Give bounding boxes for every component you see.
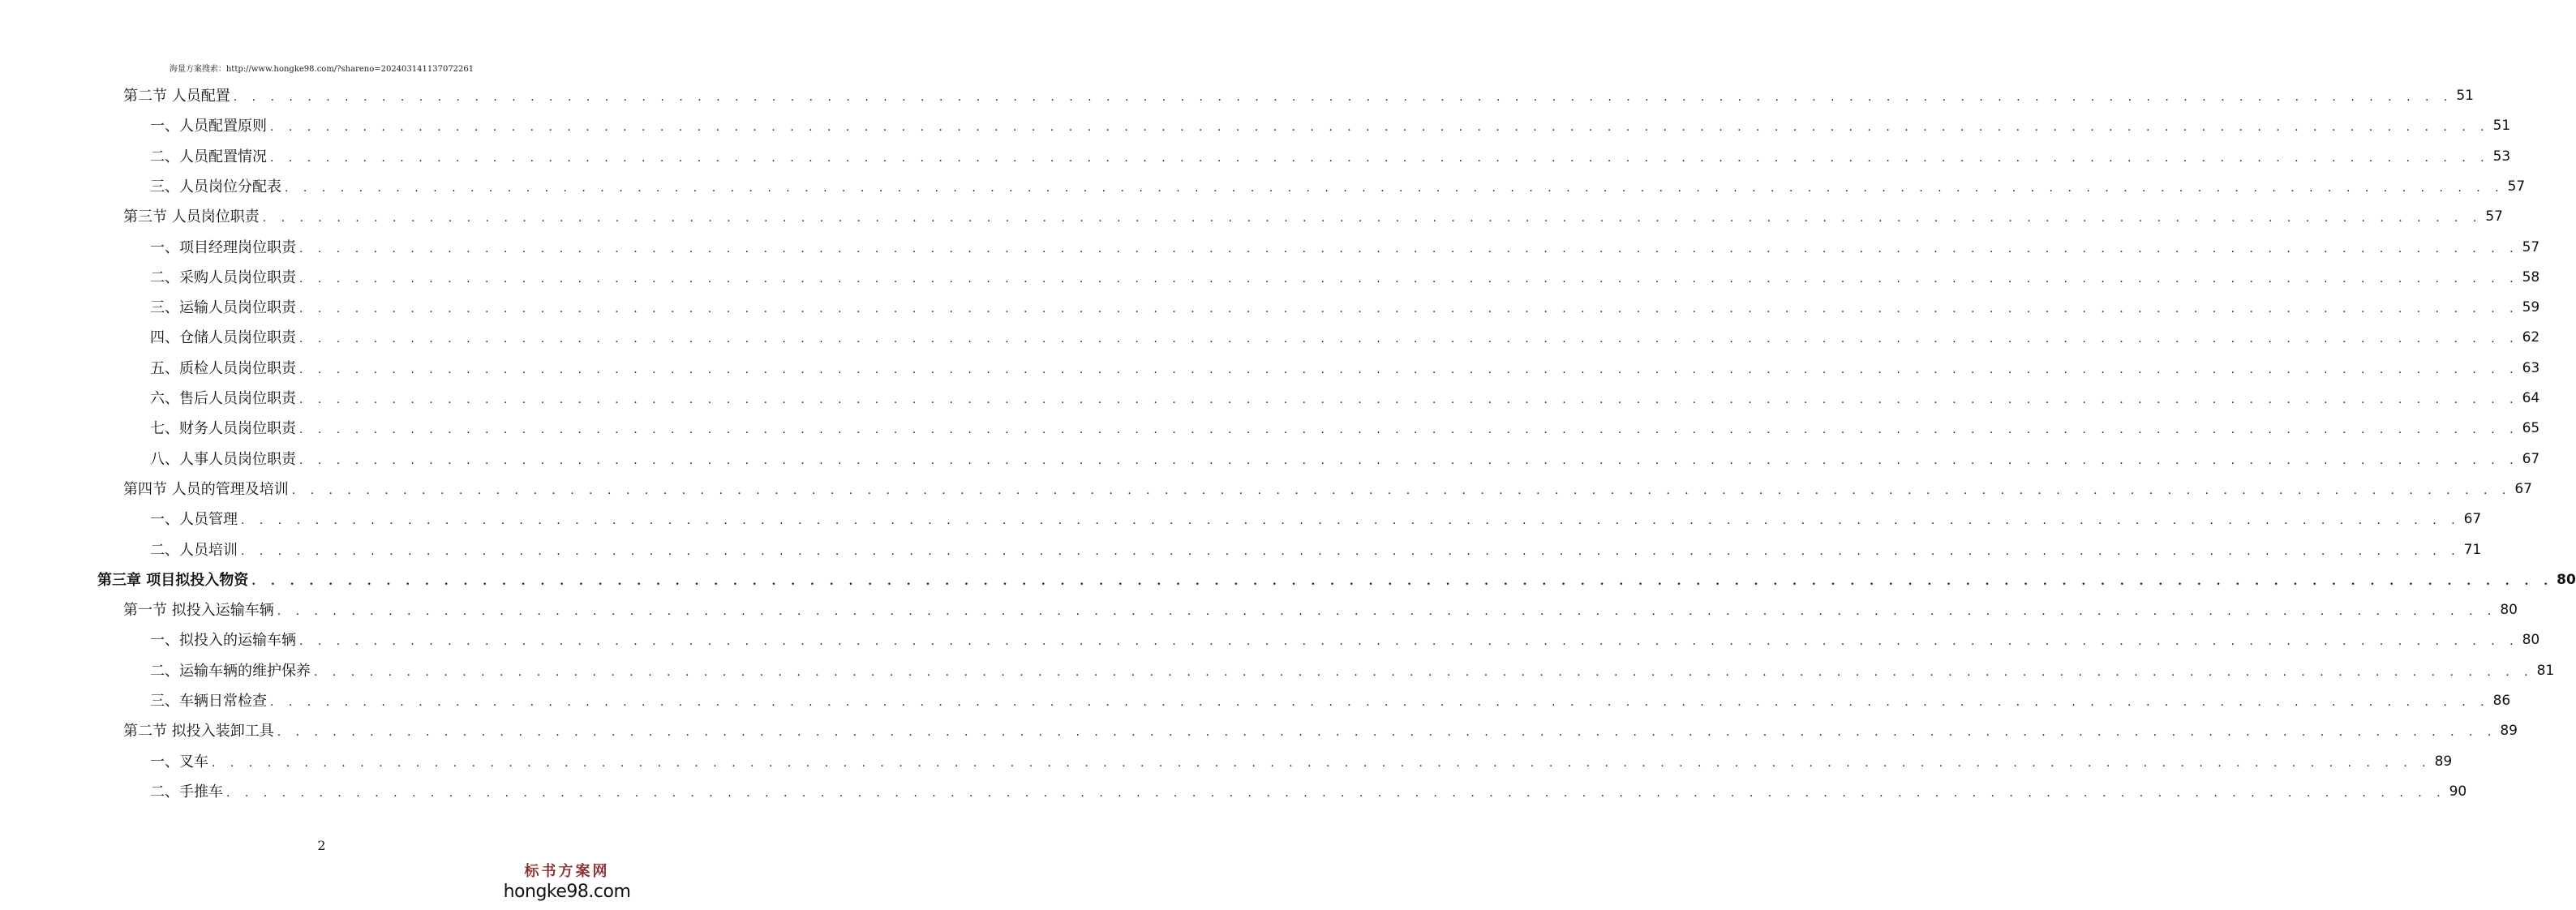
- toc-entry-page: 57: [2485, 208, 2503, 225]
- toc-entry-label: 一、叉车: [150, 753, 208, 770]
- toc-leader-dots: . . . . . . . . . . . . . . . . . . . . . . . . . . . . . . . . . . . . . . . . . . . . . . . . . . . . . . . . . . . . . . . . . . . . . . . . . . . . . . . . . . . . . . . . . . . . . . . . . . . . . . . . . . . . . . . . . . . . . . . .: [299, 272, 2519, 285]
- toc-entry-page: 90: [2449, 783, 2467, 800]
- toc-entry[interactable]: [150, 504, 2482, 534]
- toc-entry-label: 二、采购人员岗位职责: [150, 268, 296, 286]
- toc-entry-page: 67: [2514, 480, 2532, 497]
- toc-leader-dots: . . . . . . . . . . . . . . . . . . . . . . . . . . . . . . . . . . . . . . . . . . . . . . . . . . . . . . . . . . . . . . . . . . . . . . . . . . . . . . . . . . . . . . . . . . . . . . . . . . . . . . . . . . . . . . . . . . . . . . . .: [299, 453, 2519, 467]
- toc-entry[interactable]: [123, 716, 2518, 746]
- toc-entry[interactable]: [123, 474, 2532, 504]
- toc-entry[interactable]: [97, 565, 2576, 595]
- toc-entry[interactable]: [150, 384, 2540, 414]
- toc-entry[interactable]: [150, 233, 2540, 263]
- toc-entry[interactable]: [150, 354, 2540, 384]
- toc-leader-dots: . . . . . . . . . . . . . . . . . . . . . . . . . . . . . . . . . . . . . . . . . . . . . . . . . . . . . . . . . . . . . . . . . . . . . . . . . . . . . . . . . . . . . . . . . . . . . . . . . . . . . . . . . . . . . . . . . . . . . . . .: [241, 514, 2461, 528]
- toc-entry-page: 51: [2492, 118, 2511, 135]
- toc-leader-dots: . . . . . . . . . . . . . . . . . . . . . . . . . . . . . . . . . . . . . . . . . . . . . . . . . . . . . . . . . . . . . . . . . . . . . . . . . . . . . . . . . . . . . . . . . . . . . . . . . . . . . . . . . . . . . . . . . . . . . . . .: [262, 212, 2483, 225]
- toc-entry-page: 86: [2492, 693, 2511, 709]
- toc-entry-label: 三、运输人员岗位职责: [150, 299, 296, 317]
- toc-entry-page: 67: [2463, 511, 2482, 528]
- toc-leader-dots: . . . . . . . . . . . . . . . . . . . . . . . . . . . . . . . . . . . . . . . . . . . . . . . . . . . . . . . . . . . . . . . . . . . . . . . . . . . . . . . . . . . . . . . . . . . . . . . . . . . . . . . . . . . . . . . . . . . . . . . .: [233, 91, 2454, 104]
- toc-leader-dots: . . . . . . . . . . . . . . . . . . . . . . . . . . . . . . . . . . . . . . . . . . . . . . . . . . . . . . . . . . . . . . . . . . . . . . . . . . . . . . . . . . . . . . . . . . . . . . . . . . . . . . . . . . . . . . . . . . . . . . . .: [299, 242, 2519, 255]
- toc-entry[interactable]: [123, 81, 2474, 111]
- toc-entry[interactable]: [150, 444, 2540, 474]
- toc-entry-label: 第三章 项目拟投入物资: [97, 571, 249, 589]
- toc-entry-label: 三、车辆日常检查: [150, 693, 267, 710]
- toc-leader-dots: . . . . . . . . . . . . . . . . . . . . . . . . . . . . . . . . . . . . . . . . . . . . . . . . . . . . . . . . . . . . . . . . . . . . . . . . . . . . . . . . . . . . . . . . . . . . . . . . . . . . . . . . . . . . . . . . . . . . . . . .: [299, 423, 2519, 437]
- toc-entry-label: 第一节 拟投入运输车辆: [123, 602, 274, 620]
- toc-entry-page: 59: [2522, 299, 2540, 316]
- toc-entry[interactable]: [150, 535, 2482, 565]
- toc-entry-page: 57: [2522, 238, 2540, 255]
- toc-entry-label: 第二节 人员配置: [123, 88, 230, 105]
- watermark-logo: [502, 863, 632, 904]
- toc-entry[interactable]: [150, 111, 2511, 141]
- toc-entry-label: 三、人员岗位分配表: [150, 178, 281, 195]
- toc-entry[interactable]: [150, 686, 2511, 716]
- toc-entry-page: 81: [2536, 662, 2555, 679]
- page-number: 2: [317, 838, 326, 853]
- toc-entry[interactable]: [123, 202, 2503, 232]
- toc-leader-dots: . . . . . . . . . . . . . . . . . . . . . . . . . . . . . . . . . . . . . . . . . . . . . . . . . . . . . . . . . . . . . . . . . . . . . . . . . . . . . . . . . . . . . . . . . . . . . . . . . . . . . . . . . . . . . . . . . . . . . . . .: [270, 151, 2490, 165]
- toc-entry-label: 四、仓储人员岗位职责: [150, 329, 296, 347]
- toc-leader-dots: . . . . . . . . . . . . . . . . . . . . . . . . . . . . . . . . . . . . . . . . . . . . . . . . . . . . . . . . . . . . . . . . . . . . . . . . . . . . . . . . . . . . . . . . . . . . . . . . . . . . . . . . . . . . . . . . . . . . . . . .: [291, 483, 2512, 497]
- toc-entry-page: 89: [2434, 753, 2453, 770]
- toc-leader-dots: . . . . . . . . . . . . . . . . . . . . . . . . . . . . . . . . . . . . . . . . . . . . . . . . . . . . . . . . . . . . . . . . . . . . . . . . . . . . . . . . . . . . . . . . . . . . . . . . . . . . . . . . . . . . . . . . . . . . . . . .: [299, 363, 2519, 376]
- toc-entry-page: 53: [2492, 148, 2511, 165]
- toc-entry-label: 二、人员配置情况: [150, 148, 267, 165]
- toc-entry-label: 八、人事人员岗位职责: [150, 450, 296, 468]
- watermark-chinese: 标书方案网: [524, 863, 610, 880]
- toc-leader-dots: . . . . . . . . . . . . . . . . . . . . . . . . . . . . . . . . . . . . . . . . . . . . . . . . . . . . . . . . . . . . . . . . . . . . . . . . . . . . . . . . . . . . . . . . . . . . . . . . . . . . . . . . . . . . . . . . . . . . . . . .: [299, 303, 2519, 316]
- toc-leader-dots: . . . . . . . . . . . . . . . . . . . . . . . . . . . . . . . . . . . . . . . . . . . . . . . . . . . . . . . . . . . . . . . . . . . . . . . . . . . . . . . . . . . . . . . . . . . . . . . . . . . . . . . . . . . . . . . . . . . . . . . .: [226, 786, 2446, 800]
- toc-entry-page: 64: [2522, 390, 2540, 406]
- toc-entry[interactable]: [150, 323, 2540, 353]
- toc-entry-label: 二、人员培训: [150, 541, 238, 559]
- toc-leader-dots: . . . . . . . . . . . . . . . . . . . . . . . . . . . . . . . . . . . . . . . . . . . . . . . . . . . . . . . . . . . . . . . . . . . . . . . . . . . . . . . . . . . . . . . . . . . . . . . . . . . . . . . . . . . . . . . . . . . . . . . .: [285, 181, 2505, 195]
- toc-entry[interactable]: [150, 747, 2453, 777]
- toc-leader-dots: . . . . . . . . . . . . . . . . . . . . . . . . . . . . . . . . . . . . . . . . . . . . . . . . . . . . . . . . . . . . . . . . . . . . . . . . . . . . . . . . . . . . . . . . . . . . . . . . . . . . . . . . . . . . . . . . . . . . . . . .: [212, 756, 2432, 770]
- toc-entry[interactable]: [150, 656, 2555, 686]
- toc-leader-dots: . . . . . . . . . . . . . . . . . . . . . . . . . . . . . . . . . . . . . . . . . . . . . . . . . . . . . . . . . . . . . . . . . . . . . . . . . . . . . . . . . . . . . . . . . . . . . . . . . . . . . . . . . . . . . . . . . . . . . . . .: [277, 605, 2497, 619]
- toc-leader-dots: . . . . . . . . . . . . . . . . . . . . . . . . . . . . . . . . . . . . . . . . . . . . . . . . . . . . . . . . . . . . . . . . . . . . . . . . . . . . . . . . . . . . . . . . . . . . . . . . . . . . . . . . . . . . . . . . . . . . . . . .: [270, 696, 2490, 709]
- toc-entry-page: 62: [2522, 329, 2540, 346]
- header-url: 海量方案搜索：http://www.hongke98.com/?shareno=202403141137072261: [169, 65, 474, 74]
- toc-entry-page: 51: [2456, 88, 2474, 104]
- toc-entry-label: 第二节 拟投入装卸工具: [123, 723, 274, 740]
- toc-entry-label: 一、项目经理岗位职责: [150, 238, 296, 256]
- toc-entry[interactable]: [150, 414, 2540, 444]
- toc-entry[interactable]: [150, 777, 2467, 807]
- toc-leader-dots: . . . . . . . . . . . . . . . . . . . . . . . . . . . . . . . . . . . . . . . . . . . . . . . . . . . . . . . . . . . . . . . . . . . . . . . . . . . . . . . . . . . . . . . . . . . . . . . . . . . . . . . . . . . . . . . . . . . . . . . .: [241, 544, 2461, 558]
- toc-entry-page: 67: [2522, 450, 2540, 467]
- toc-entry-page: 89: [2500, 723, 2518, 740]
- toc-entry[interactable]: [150, 172, 2526, 202]
- toc-entry-page: 80: [2522, 632, 2540, 649]
- toc-entry-page: 58: [2522, 268, 2540, 285]
- toc-entry-label: 五、质检人员岗位职责: [150, 359, 296, 377]
- toc-leader-dots: . . . . . . . . . . . . . . . . . . . . . . . . . . . . . . . . . . . . . . . . . . . . . . . . . . . . . . . . . . . . . . . . . . . . . . . . . . . . . . . . . . . . . . . . . . . . . . . . . . . . . . . . . . . . . . . . . . . . . . . .: [299, 393, 2519, 406]
- toc-entry-label: 六、售后人员岗位职责: [150, 390, 296, 407]
- toc-entry[interactable]: [150, 625, 2540, 655]
- toc-entry-label: 七、财务人员岗位职责: [150, 420, 296, 438]
- toc-entry-page: 80: [2500, 602, 2518, 619]
- toc-entry-page: 63: [2522, 359, 2540, 376]
- toc-entry-label: 二、手推车: [150, 783, 223, 801]
- toc-entry[interactable]: [150, 142, 2511, 172]
- toc-entry-page: 57: [2507, 178, 2526, 195]
- toc-entry-page: 71: [2463, 541, 2482, 558]
- watermark-domain: hongke98.com: [503, 882, 631, 902]
- toc-leader-dots: . . . . . . . . . . . . . . . . . . . . . . . . . . . . . . . . . . . . . . . . . . . . . . . . . . . . . . . . . . . . . . . . . . . . . . . . . . . . . . . . . . . . . . . . . . . . . . . . . . . . . . . . . . . . . . . . . . . . . . . .: [314, 665, 2534, 679]
- toc-entry-label: 第三节 人员岗位职责: [123, 208, 260, 226]
- toc-entry[interactable]: [150, 293, 2540, 323]
- toc-leader-dots: . . . . . . . . . . . . . . . . . . . . . . . . . . . . . . . . . . . . . . . . . . . . . . . . . . . . . . . . . . . . . . . . . . . . . . . . . . . . . . . . . . . . . . . . . . . . . . . . . . . . . . . . . . . . . . . . . . . . . . . .: [277, 726, 2497, 740]
- toc-entry-label: 二、运输车辆的维护保养: [150, 662, 311, 680]
- toc-leader-dots: . . . . . . . . . . . . . . . . . . . . . . . . . . . . . . . . . . . . . . . . . . . . . . . . . . . . . . . . . . . . . . . . . . . . . . . . . . . . . . . . . . . . . . . . . . . . . . . . . . . . . . . . . . . . . . . . . . . . . . . .: [251, 574, 2554, 588]
- toc-entry-label: 第四节 人员的管理及培训: [123, 480, 289, 498]
- toc-entry-label: 一、人员配置原则: [150, 118, 267, 135]
- toc-entry-label: 一、人员管理: [150, 511, 238, 529]
- toc-entry-label: 一、拟投入的运输车辆: [150, 632, 296, 650]
- toc-entry[interactable]: [123, 595, 2518, 625]
- toc-entry[interactable]: [150, 263, 2540, 293]
- toc-leader-dots: . . . . . . . . . . . . . . . . . . . . . . . . . . . . . . . . . . . . . . . . . . . . . . . . . . . . . . . . . . . . . . . . . . . . . . . . . . . . . . . . . . . . . . . . . . . . . . . . . . . . . . . . . . . . . . . . . . . . . . . .: [299, 635, 2519, 649]
- toc-entry-page: 65: [2522, 420, 2540, 437]
- toc-entry-page: 80: [2557, 571, 2576, 588]
- toc-leader-dots: . . . . . . . . . . . . . . . . . . . . . . . . . . . . . . . . . . . . . . . . . . . . . . . . . . . . . . . . . . . . . . . . . . . . . . . . . . . . . . . . . . . . . . . . . . . . . . . . . . . . . . . . . . . . . . . . . . . . . . . .: [299, 333, 2519, 346]
- toc-leader-dots: . . . . . . . . . . . . . . . . . . . . . . . . . . . . . . . . . . . . . . . . . . . . . . . . . . . . . . . . . . . . . . . . . . . . . . . . . . . . . . . . . . . . . . . . . . . . . . . . . . . . . . . . . . . . . . . . . . . . . . . .: [270, 121, 2490, 135]
